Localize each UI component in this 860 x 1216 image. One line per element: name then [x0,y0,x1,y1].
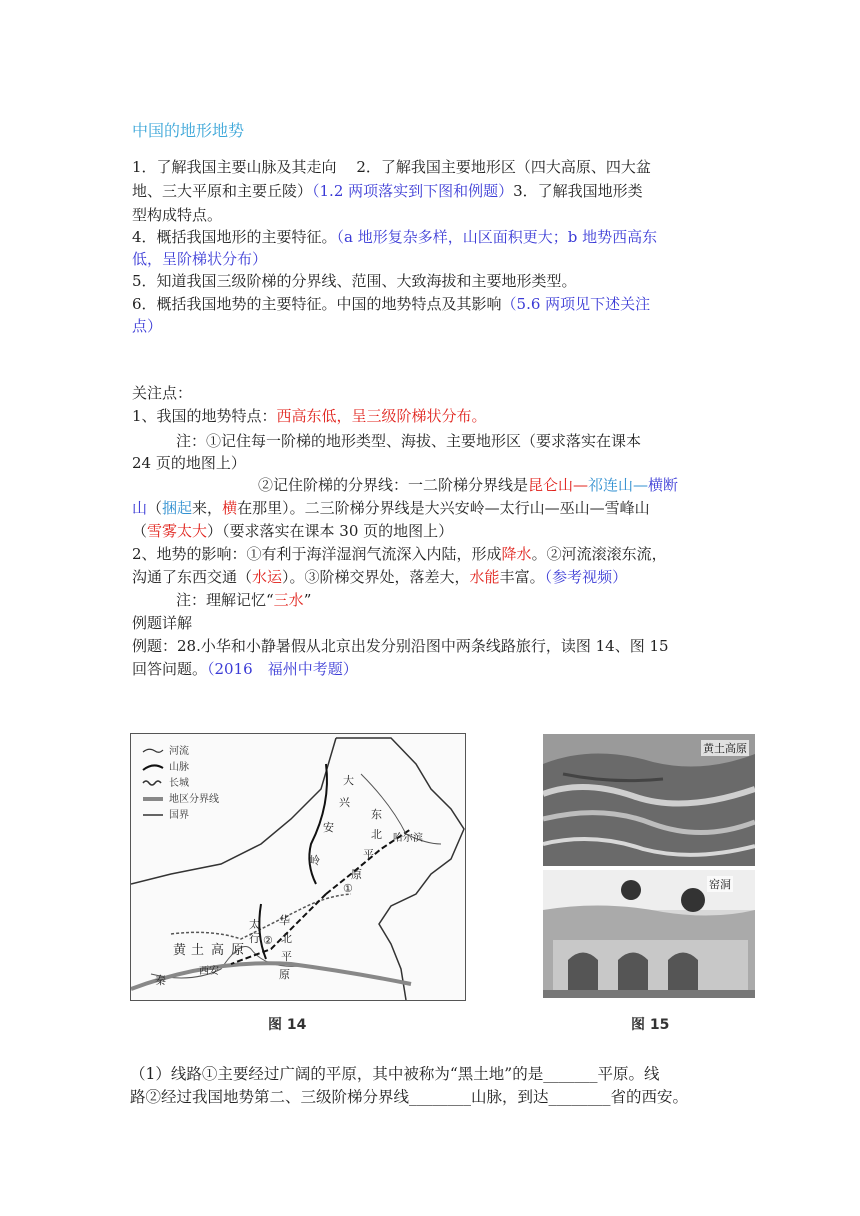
focus-note-4 [132,520,732,542]
objective-text: 4．概括我国地形的主要特征。 [132,228,337,246]
video-reference: （参考视频） [544,568,628,586]
focus-highlight: 水能 [469,568,500,586]
legend-region-boundary [141,790,219,805]
route-2-marker: ② [263,934,273,947]
objective-text: 地、三大平原和主要丘陵） [132,182,313,200]
objective-note: 低，呈阶梯状分布） [132,250,268,268]
answer-text: 路②经过我国地势第二、三级阶梯分界线________山脉，到达________省的西安。 [130,1088,689,1106]
note-text: 在那里）。二三阶梯分界线是大兴安岭—太行山—巫山—雪峰山 [237,499,650,517]
mountain-icon [141,762,165,772]
map-label: 北 [281,932,292,945]
objective-text: 5．知道我国三级阶梯的分界线、范围、大致海拔和主要地形类型。 [132,272,577,290]
loess-plateau-label: 黄土高原 [703,742,747,755]
focus-text: 丰富。 [499,568,545,586]
focus-text: 。②河流滚滚东流， [531,545,667,563]
legend-label: 山脉 [169,762,189,773]
objective-line-7 [132,293,732,315]
note-highlight: 横断 [648,476,679,494]
note-highlight: 祁连山— [588,476,649,494]
map-label: 行 [249,932,260,945]
objective-line-6 [132,270,732,292]
map-label: 平 [363,848,374,861]
loess-plateau-photo [543,734,755,866]
focus-point-2b [132,566,732,588]
focus-text: 1、我国的地势特点： [132,407,277,425]
map-label: 安 [323,821,334,834]
legend-label: 长城 [169,778,189,789]
objective-line-5 [132,248,732,270]
map-label: 大 [343,774,354,787]
legend-mountain [141,758,189,773]
legend-label: 国界 [169,810,189,821]
focus-text: 沟通了东西交通（ [132,568,253,586]
legend-river [141,742,189,757]
map-label: 岭 [309,854,320,867]
question-text: 例题：28.小华和小静暑假从北京出发分别沿图中两条线路旅行，读图 14、图 15 [132,637,669,655]
focus-highlight: 水运 [252,568,283,586]
objective-note: （a 地形复杂多样，山区面积更大；b 地势西高东 [336,228,658,246]
focus-point-1 [132,405,732,427]
objective-note: 点） [132,317,163,335]
focus-heading-text: 关注点： [132,384,193,402]
page-title: 中国的地形地势 [132,121,245,140]
legend-label: 河流 [169,746,189,757]
map-label-harbin: 哈尔滨 [393,833,423,844]
map-label: 平 [281,950,292,963]
note-text: （ [132,522,148,540]
map-label: 兴 [339,796,350,809]
note-text: 注：①记住每一阶梯的地形类型、海拔、主要地形区（要求落实在课本 [176,432,642,450]
answer-text: （1）线路①主要经过广阔的平原，其中被称为“黑土地”的是_______平原。线 [130,1065,660,1083]
map-label: 北 [371,828,382,841]
objective-text: 6．概括我国地势的主要特征。中国的地势特点及其影响 [132,295,502,313]
example-heading [132,612,732,634]
focus-text: 2、地势的影响：①有利于海洋湿润气流深入内陆，形成 [132,545,502,563]
focus-point-2 [132,543,732,565]
region-boundary [131,963,411,989]
legend-great-wall [141,774,189,789]
map-label: 原 [351,868,362,881]
note-text: ②记住阶梯的分界线：一二阶梯分界线是 [258,476,529,494]
focus-note-3 [132,497,732,519]
note-text: 来， [192,499,223,517]
map-label: 华 [279,914,290,927]
example-question-1 [132,635,732,657]
region-boundary-icon [141,794,165,804]
map-label: 原 [279,968,290,981]
objective-text: 1．了解我国主要山脉及其走向 2．了解我国主要地形区（四大高原、四大盆 [132,158,651,176]
focus-note-1b [132,452,732,474]
focus-heading [132,382,732,404]
map-label: 东 [371,808,382,821]
map-label: 太 [249,918,260,931]
note-text: 24 页的地图上） [132,454,246,472]
focus-highlight: 降水 [501,545,532,563]
figure-15-caption: 图 15 [631,1017,670,1033]
example-heading-text: 例题详解 [132,614,193,632]
map-label: 土 [191,943,205,958]
figure-14-caption: 图 14 [268,1017,307,1033]
focus-highlight: 西高东低，呈三级阶梯状分布。 [276,407,487,425]
objective-note: （1.2 两项落实到下图和例题） [312,182,514,200]
note-highlight: 三水 [273,591,304,609]
cave-dwelling-label: 窑洞 [709,878,731,891]
objective-text: 3．了解我国地形类 [513,182,643,200]
cave-dwelling-photo [543,870,755,998]
note-highlight: 昆仑山— [528,476,589,494]
note-text: ” [303,591,312,609]
question-text: 回答问题。 [132,660,208,678]
focus-note-2 [258,474,858,496]
objective-line-1 [132,156,732,178]
focus-text: ）。③阶梯交界处，落差大， [282,568,470,586]
route-1-marker: ① [343,882,353,895]
legend-label: 地区分界线 [169,794,219,805]
note-text: 注：理解记忆“ [176,591,274,609]
great-wall [171,894,351,939]
objective-line-4 [132,226,732,248]
note-highlight: 雪雾太大 [147,522,208,540]
objective-text: 型构成特点。 [132,206,223,224]
objective-line-2 [132,180,732,202]
answer-line-2 [130,1086,730,1108]
note-text: ）（要求落实在课本 30 页的地图上） [207,522,454,540]
example-question-2 [132,658,732,680]
national-border-icon [141,810,165,820]
objective-line-8 [132,315,732,337]
map-label: 黄 [173,943,187,958]
map-label: 秦 [155,974,166,987]
map-label: 高 [211,943,225,958]
figure-14-map [130,733,466,1001]
map-label: 原 [231,943,245,958]
answer-line-1 [130,1063,730,1085]
route-2 [231,894,326,964]
map-label-xian: 西安 [199,966,219,977]
note-text: （ [147,499,163,517]
question-source: （2016 福州中考题） [207,660,358,678]
legend-national-border [141,806,189,821]
river-icon [141,746,165,756]
note-highlight: 横 [222,499,238,517]
note-highlight: 捆起 [162,499,193,517]
focus-note-1 [176,430,776,452]
objective-line-3 [132,204,732,226]
great-wall-icon [141,778,165,788]
objective-note: （5.6 两项见下述关注 [501,295,651,313]
note-highlight: 山 [132,499,148,517]
focus-note-5 [176,589,776,611]
